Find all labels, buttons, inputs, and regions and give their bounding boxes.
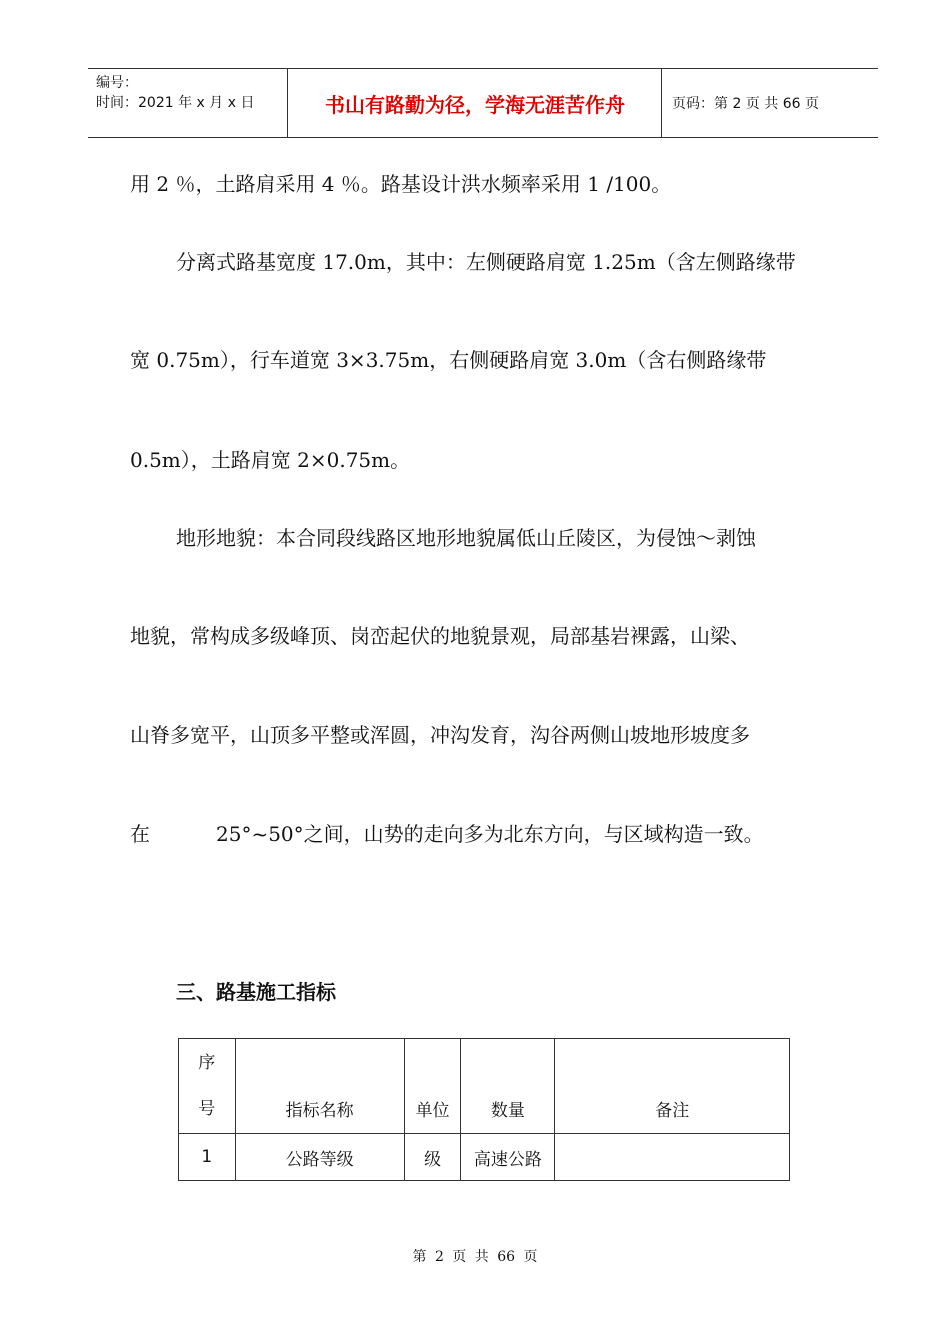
body-line-7: 山脊多宽平，山顶多平整或浑圆，冲沟发育，沟谷两侧山坡地形坡度多 xyxy=(130,723,750,747)
body-line-8-text: 25°~50°之间，山势的走向多为北东方向，与区域构造一致。 xyxy=(216,822,764,846)
table-row xyxy=(179,1134,790,1181)
body-line-2: 分离式路基宽度 17.0m，其中：左侧硬路肩宽 1.25m（含左侧路缘带 xyxy=(176,250,796,274)
cell-unit: 级 xyxy=(404,1134,461,1181)
spec-table xyxy=(178,1038,790,1181)
header-seq xyxy=(179,1039,236,1134)
body-line-5: 地形地貌：本合同段线路区地形地貌属低山丘陵区，为侵蚀～剥蚀 xyxy=(176,526,756,550)
cell-quantity: 高速公路 xyxy=(461,1134,555,1181)
cell-seq: 1 xyxy=(179,1134,236,1181)
header-page-number: 页码：第 2 页 共 66 页 xyxy=(672,96,819,112)
table-header-row xyxy=(179,1039,790,1134)
header-quantity: 数量 xyxy=(461,1039,555,1134)
header-unit: 单位 xyxy=(404,1039,461,1134)
header-meta xyxy=(88,69,288,137)
body-line-1: 用 2 ％，土路肩采用 4 ％。路基设计洪水频率采用 1 /100。 xyxy=(130,172,672,196)
header-motto: 书山有路勤为径，学海无涯苦作舟 xyxy=(289,69,662,137)
header-remark: 备注 xyxy=(555,1039,790,1134)
header-seq-top: 序 xyxy=(198,1053,216,1073)
body-line-8-prefix: 在 xyxy=(130,822,150,846)
cell-name: 公路等级 xyxy=(235,1134,404,1181)
body-line-3: 宽 0.75m），行车道宽 3×3.75m，右侧硬路肩宽 3.0m（含右侧路缘带 xyxy=(130,348,767,372)
header-name: 指标名称 xyxy=(235,1039,404,1134)
section-title: 三、路基施工指标 xyxy=(176,980,336,1004)
body-line-4: 0.5m），土路肩宽 2×0.75m。 xyxy=(130,448,411,472)
doc-number-label: 编号： xyxy=(96,75,138,91)
cell-remark xyxy=(555,1134,790,1181)
page-footer: 第 2 页 共 66 页 xyxy=(412,1249,538,1265)
header-seq-bottom: 号 xyxy=(198,1099,216,1119)
body-line-6: 地貌，常构成多级峰顶、岗峦起伏的地貌景观，局部基岩裸露，山梁、 xyxy=(130,624,750,648)
time-label: 时间：2021 年 x 月 x 日 xyxy=(96,95,255,111)
page-header xyxy=(88,68,878,138)
body-line-8 xyxy=(130,820,840,848)
